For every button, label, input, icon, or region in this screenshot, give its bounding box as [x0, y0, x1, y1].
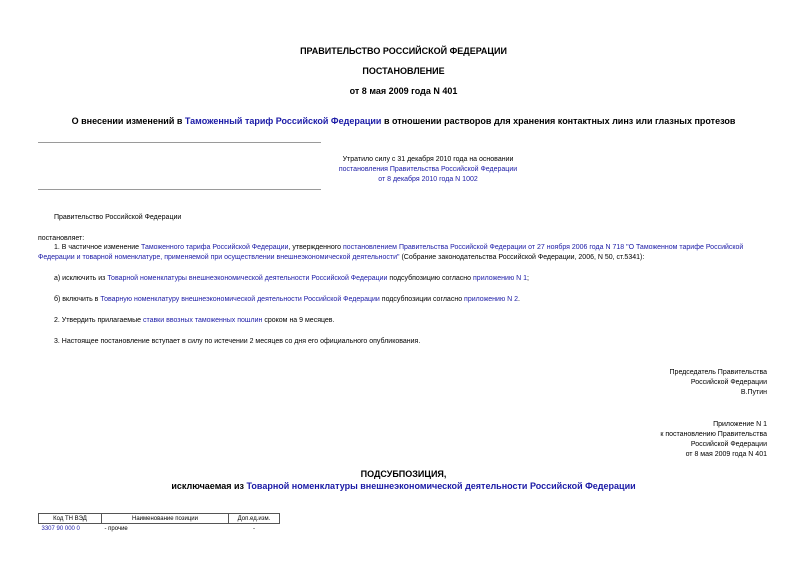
signature-line-2: Российской Федерации: [690, 379, 767, 386]
header-code: Код ТН ВЭД: [39, 514, 102, 524]
divider-bottom: [38, 189, 321, 190]
title-prefix: О внесении изменений в: [71, 116, 185, 126]
pa-text-c: ;: [527, 275, 529, 282]
header-name: Наименование позиции: [102, 514, 229, 524]
subtitle-prefix: исключаемая из: [171, 481, 247, 491]
appendix-line-2: к постановлению Правительства: [660, 431, 767, 438]
pb-text-a: б) включить в: [54, 296, 101, 303]
p1-text-c: (Собрание законодательства Российской Федерации, 2006, N 50, ст.5341):: [399, 254, 645, 261]
subtitle-link-nomenclature[interactable]: Товарной номенклатуры внешнеэкономической деятельности Российской Федерации: [246, 481, 636, 491]
p2-link-duty-rates[interactable]: ставки ввозных таможенных пошлин: [142, 317, 263, 324]
table-header-row: [39, 514, 280, 524]
pa-link-appendix-1[interactable]: приложению N 1: [473, 275, 528, 282]
appendix-line-1: Приложение N 1: [713, 421, 767, 428]
paragraph-2: [54, 316, 334, 325]
appendix-line-3: Российской Федерации: [690, 441, 767, 448]
p2-text-b: сроком на 9 месяцев.: [262, 317, 335, 324]
signature-line-1: Председатель Правительства: [669, 369, 767, 376]
paragraph-1-line-1: [54, 243, 743, 252]
subposition-subtitle: [0, 481, 807, 491]
signature-block: [670, 368, 767, 398]
government-heading: ПРАВИТЕЛЬСТВО РОССИЙСКОЙ ФЕДЕРАЦИИ: [300, 46, 507, 56]
body-government: Правительство Российской Федерации: [54, 214, 182, 221]
document-date-number: от 8 мая 2009 года N 401: [349, 86, 458, 96]
title-suffix: в отношении растворов для хранения контактных линз или глазных протезов: [381, 116, 736, 126]
document-type: ПОСТАНОВЛЕНИЕ: [362, 66, 445, 76]
p1-text-b: , утвержденного: [288, 244, 344, 251]
pb-link-appendix-2[interactable]: приложению N 2: [464, 296, 519, 303]
cell-code[interactable]: 3307 90 000 0: [41, 526, 80, 532]
cell-unit: -: [253, 526, 255, 532]
appendix-block: [660, 420, 767, 460]
signature-name: В.Путин: [740, 389, 767, 396]
p1-text-a: 1. В частичное изменение: [54, 244, 141, 251]
notice-line: Утратило силу с 31 декабря 2010 года на основании: [342, 156, 514, 163]
notice-link-date[interactable]: от 8 декабря 2010 года N 1002: [378, 176, 478, 183]
paragraph-b: [54, 295, 520, 304]
divider-top: [38, 142, 321, 143]
body-decrees: постановляет:: [38, 235, 85, 242]
header-unit: Доп.ед.изм.: [229, 514, 280, 524]
p1-link-decree-718-cont[interactable]: Федерации и товарной номенклатуре, применяемой при осуществлении внешнеэкономической деятельности": [38, 254, 400, 261]
pa-text-b: подсубпозицию согласно: [387, 275, 474, 282]
cell-name: - прочие: [104, 526, 128, 532]
pa-text-a: а) исключить из: [54, 275, 108, 282]
subposition-title: ПОДСУБПОЗИЦИЯ,: [360, 469, 447, 479]
document-title: [0, 116, 807, 126]
codes-table: [38, 513, 280, 534]
pb-text-c: .: [518, 296, 520, 303]
paragraph-1-line-2: [38, 253, 644, 262]
p1-link-customs-tariff[interactable]: Таможенного тарифа Российской Федерации: [141, 244, 289, 251]
pb-text-b: подсубпозиции согласно: [379, 296, 465, 303]
title-link-customs-tariff[interactable]: Таможенный тариф Российской Федерации: [184, 116, 382, 126]
p1-link-decree-718[interactable]: постановлением Правительства Российской Федерации от 27 ноября 2006 года N 718 "О Таможенном тарифе Российской: [343, 244, 744, 251]
notice-link-decree[interactable]: постановления Правительства Российской Федерации: [338, 166, 518, 173]
paragraph-3: 3. Настоящее постановление вступает в силу по истечении 2 месяцев со дня его официального опубликования.: [54, 338, 421, 345]
pb-link-nomenclature[interactable]: Товарную номенклатуру внешнеэкономической деятельности Российской Федерации: [100, 296, 380, 303]
paragraph-a: [54, 274, 529, 283]
table-row: [39, 524, 280, 535]
p2-text-a: 2. Утвердить прилагаемые: [54, 317, 143, 324]
appendix-line-4: от 8 мая 2009 года N 401: [685, 451, 767, 458]
pa-link-nomenclature[interactable]: Товарной номенклатуры внешнеэкономической деятельности Российской Федерации: [107, 275, 388, 282]
